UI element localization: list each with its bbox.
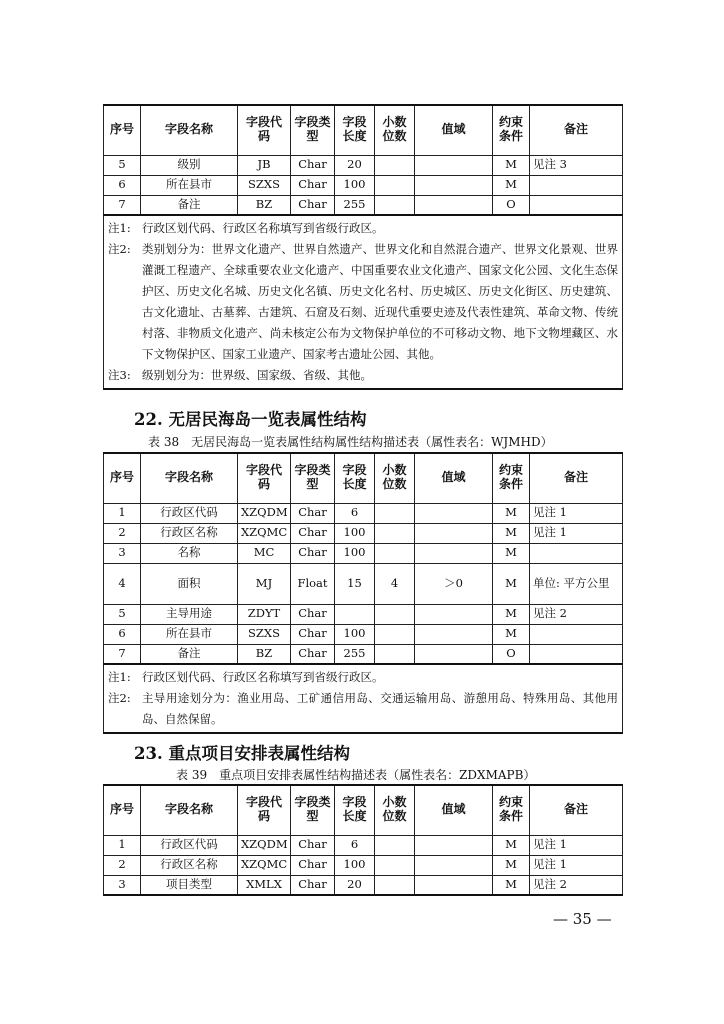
cell-decimal	[375, 644, 415, 664]
cell-no: 5	[104, 155, 141, 175]
cell-remark: 见注 1	[530, 503, 623, 523]
cell-no: 2	[104, 523, 141, 543]
table-caption-39: 表 39 重点项目安排表属性结构描述表（属性表名：ZDXMAPB）	[176, 768, 536, 782]
cell-name: 备注	[141, 644, 238, 664]
cell-no: 7	[104, 195, 141, 215]
cell-constraint: O	[493, 644, 530, 664]
header-name: 字段名称	[141, 453, 238, 503]
cell-name: 行政区代码	[141, 835, 238, 855]
cell-code: SZXS	[238, 624, 291, 644]
cell-name: 名称	[141, 543, 238, 563]
cell-code: ZDYT	[238, 604, 291, 624]
cell-length: 20	[335, 155, 375, 175]
cell-constraint: M	[493, 855, 530, 875]
cell-no: 1	[104, 503, 141, 523]
cell-no: 7	[104, 644, 141, 664]
cell-decimal	[375, 604, 415, 624]
cell-no: 6	[104, 624, 141, 644]
note-item	[108, 688, 618, 730]
cell-type: Char	[291, 875, 335, 895]
table-row	[104, 563, 623, 604]
cell-length: 6	[335, 835, 375, 855]
header-decimal: 小数位数	[375, 453, 415, 503]
note-label: 注2:	[108, 691, 131, 705]
cell-length: 6	[335, 503, 375, 523]
note-item	[108, 667, 618, 688]
note-item	[108, 239, 618, 365]
header-name: 字段名称	[141, 785, 238, 835]
cell-code: BZ	[238, 644, 291, 664]
note-label: 注1:	[108, 221, 131, 235]
table-row	[104, 155, 623, 175]
cell-length: 15	[335, 563, 375, 604]
cell-name: 面积	[141, 563, 238, 604]
cell-length: 100	[335, 624, 375, 644]
cell-name: 备注	[141, 195, 238, 215]
cell-decimal	[375, 835, 415, 855]
notes-row	[104, 664, 623, 733]
note-label: 注3:	[108, 368, 131, 382]
cell-remark: 见注 2	[530, 875, 623, 895]
header-constraint: 约束条件	[493, 785, 530, 835]
header-code: 字段代码	[238, 105, 291, 155]
cell-type: Char	[291, 644, 335, 664]
cell-type: Char	[291, 523, 335, 543]
table-header-row	[104, 105, 623, 155]
cell-code: MJ	[238, 563, 291, 604]
cell-name: 行政区名称	[141, 523, 238, 543]
table-caption-38: 表 38 无居民海岛一览表属性结构属性结构描述表（属性表名：WJMHD）	[148, 435, 553, 449]
section-title-23: 23. 重点项目安排表属性结构	[134, 744, 350, 763]
cell-range	[415, 523, 493, 543]
table-row	[104, 175, 623, 195]
cell-range	[415, 543, 493, 563]
cell-constraint: M	[493, 543, 530, 563]
cell-decimal	[375, 523, 415, 543]
cell-name: 所在县市	[141, 624, 238, 644]
header-constraint: 约束条件	[493, 105, 530, 155]
header-decimal: 小数位数	[375, 785, 415, 835]
cell-remark	[530, 195, 623, 215]
note-label: 注2:	[108, 242, 131, 256]
note-item	[108, 365, 618, 386]
table-row	[104, 855, 623, 875]
cell-code: BZ	[238, 195, 291, 215]
cell-no: 4	[104, 563, 141, 604]
cell-code: XMLX	[238, 875, 291, 895]
cell-type: Char	[291, 175, 335, 195]
page-number: — 35 —	[553, 910, 612, 928]
cell-decimal	[375, 875, 415, 895]
cell-remark: 见注 1	[530, 523, 623, 543]
table-row	[104, 835, 623, 855]
cell-decimal	[375, 543, 415, 563]
header-no: 序号	[104, 453, 141, 503]
table-row	[104, 195, 623, 215]
cell-constraint: M	[493, 155, 530, 175]
cell-code: XZQMC	[238, 855, 291, 875]
cell-range	[415, 604, 493, 624]
cell-range	[415, 155, 493, 175]
header-range: 值域	[415, 785, 493, 835]
table-island-attributes	[103, 452, 623, 734]
cell-type: Char	[291, 155, 335, 175]
cell-range	[415, 875, 493, 895]
cell-length: 255	[335, 195, 375, 215]
cell-remark: 见注 3	[530, 155, 623, 175]
cell-code: MC	[238, 543, 291, 563]
table-field-continued	[103, 104, 623, 390]
header-remark: 备注	[530, 785, 623, 835]
note-text: 行政区划代码、行政区名称填写到省级行政区。	[142, 670, 384, 684]
table-key-projects	[103, 784, 623, 896]
table-header-row	[104, 453, 623, 503]
cell-range	[415, 855, 493, 875]
table-row	[104, 624, 623, 644]
cell-remark	[530, 175, 623, 195]
cell-no: 3	[104, 543, 141, 563]
cell-code: XZQMC	[238, 523, 291, 543]
header-constraint: 约束条件	[493, 453, 530, 503]
cell-no: 3	[104, 875, 141, 895]
cell-length: 255	[335, 644, 375, 664]
table-row	[104, 523, 623, 543]
cell-constraint: M	[493, 835, 530, 855]
cell-no: 6	[104, 175, 141, 195]
table-row	[104, 875, 623, 895]
header-code: 字段代码	[238, 453, 291, 503]
cell-remark: 见注 2	[530, 604, 623, 624]
cell-decimal	[375, 624, 415, 644]
cell-type: Char	[291, 855, 335, 875]
cell-constraint: M	[493, 503, 530, 523]
cell-type: Char	[291, 604, 335, 624]
cell-range	[415, 503, 493, 523]
cell-range	[415, 195, 493, 215]
cell-length: 100	[335, 855, 375, 875]
cell-remark: 见注 1	[530, 855, 623, 875]
cell-decimal	[375, 855, 415, 875]
header-type: 字段类型	[291, 785, 335, 835]
header-length: 字段长度	[335, 785, 375, 835]
cell-length: 100	[335, 175, 375, 195]
cell-range	[415, 175, 493, 195]
cell-decimal	[375, 155, 415, 175]
cell-code: JB	[238, 155, 291, 175]
cell-remark: 见注 1	[530, 835, 623, 855]
cell-name: 级别	[141, 155, 238, 175]
header-type: 字段类型	[291, 453, 335, 503]
cell-no: 2	[104, 855, 141, 875]
cell-code: SZXS	[238, 175, 291, 195]
header-decimal: 小数位数	[375, 105, 415, 155]
note-text: 级别划分为：世界级、国家级、省级、其他。	[142, 368, 372, 382]
cell-constraint: O	[493, 195, 530, 215]
cell-remark: 单位: 平方公里	[530, 563, 623, 604]
header-length: 字段长度	[335, 105, 375, 155]
header-length: 字段长度	[335, 453, 375, 503]
cell-remark	[530, 644, 623, 664]
cell-code: XZQDM	[238, 835, 291, 855]
cell-constraint: M	[493, 523, 530, 543]
cell-no: 5	[104, 604, 141, 624]
header-code: 字段代码	[238, 785, 291, 835]
table-row	[104, 503, 623, 523]
header-range: 值域	[415, 105, 493, 155]
note-text: 类别划分为：世界文化遗产、世界自然遗产、世界文化和自然混合遗产、世界文化景观、世界灌溉工程遗产、全球重要农业文化遗产、中国重要农业文化遗产、国家文化公园、文化生态保护区、历史文化名城、历史文化名镇、历史文化名村、历史城区、历史文化街区、历史建筑、古文化遗址、古墓葬、古建筑、石窟及石刻、近现代重要史迹及代表性建筑、革命文物、传统村落、非物质文化遗产、尚未核定公布为文物保护单位的不可移动文物、地下文物埋藏区、水下文物保护区、国家工业遗产、国家考古遗址公园、其他。	[142, 242, 618, 361]
cell-length: 100	[335, 523, 375, 543]
cell-range	[415, 835, 493, 855]
cell-type: Char	[291, 503, 335, 523]
cell-length	[335, 604, 375, 624]
cell-length: 100	[335, 543, 375, 563]
cell-constraint: M	[493, 175, 530, 195]
header-no: 序号	[104, 105, 141, 155]
table-header-row	[104, 785, 623, 835]
cell-range: ＞0	[415, 563, 493, 604]
header-type: 字段类型	[291, 105, 335, 155]
cell-decimal	[375, 195, 415, 215]
notes-cell	[104, 215, 623, 389]
cell-range	[415, 624, 493, 644]
section-title-22: 22. 无居民海岛一览表属性结构	[134, 410, 367, 429]
notes-row	[104, 215, 623, 389]
cell-remark	[530, 543, 623, 563]
cell-decimal: 4	[375, 563, 415, 604]
note-item	[108, 218, 618, 239]
table-row	[104, 543, 623, 563]
cell-name: 行政区名称	[141, 855, 238, 875]
note-text: 主导用途划分为：渔业用岛、工矿通信用岛、交通运输用岛、游憩用岛、特殊用岛、其他用岛、自然保留。	[142, 691, 618, 726]
cell-type: Float	[291, 563, 335, 604]
cell-constraint: M	[493, 604, 530, 624]
cell-constraint: M	[493, 563, 530, 604]
header-name: 字段名称	[141, 105, 238, 155]
cell-type: Char	[291, 624, 335, 644]
cell-remark	[530, 624, 623, 644]
note-text: 行政区划代码、行政区名称填写到省级行政区。	[142, 221, 384, 235]
cell-type: Char	[291, 835, 335, 855]
cell-name: 行政区代码	[141, 503, 238, 523]
cell-range	[415, 644, 493, 664]
header-range: 值域	[415, 453, 493, 503]
cell-constraint: M	[493, 624, 530, 644]
cell-constraint: M	[493, 875, 530, 895]
cell-type: Char	[291, 543, 335, 563]
header-remark: 备注	[530, 105, 623, 155]
table-row	[104, 644, 623, 664]
cell-type: Char	[291, 195, 335, 215]
cell-name: 主导用途	[141, 604, 238, 624]
cell-name: 所在县市	[141, 175, 238, 195]
cell-name: 项目类型	[141, 875, 238, 895]
table-row	[104, 604, 623, 624]
notes-cell	[104, 664, 623, 733]
note-label: 注1:	[108, 670, 131, 684]
cell-decimal	[375, 175, 415, 195]
header-no: 序号	[104, 785, 141, 835]
cell-code: XZQDM	[238, 503, 291, 523]
header-remark: 备注	[530, 453, 623, 503]
cell-length: 20	[335, 875, 375, 895]
cell-decimal	[375, 503, 415, 523]
cell-no: 1	[104, 835, 141, 855]
